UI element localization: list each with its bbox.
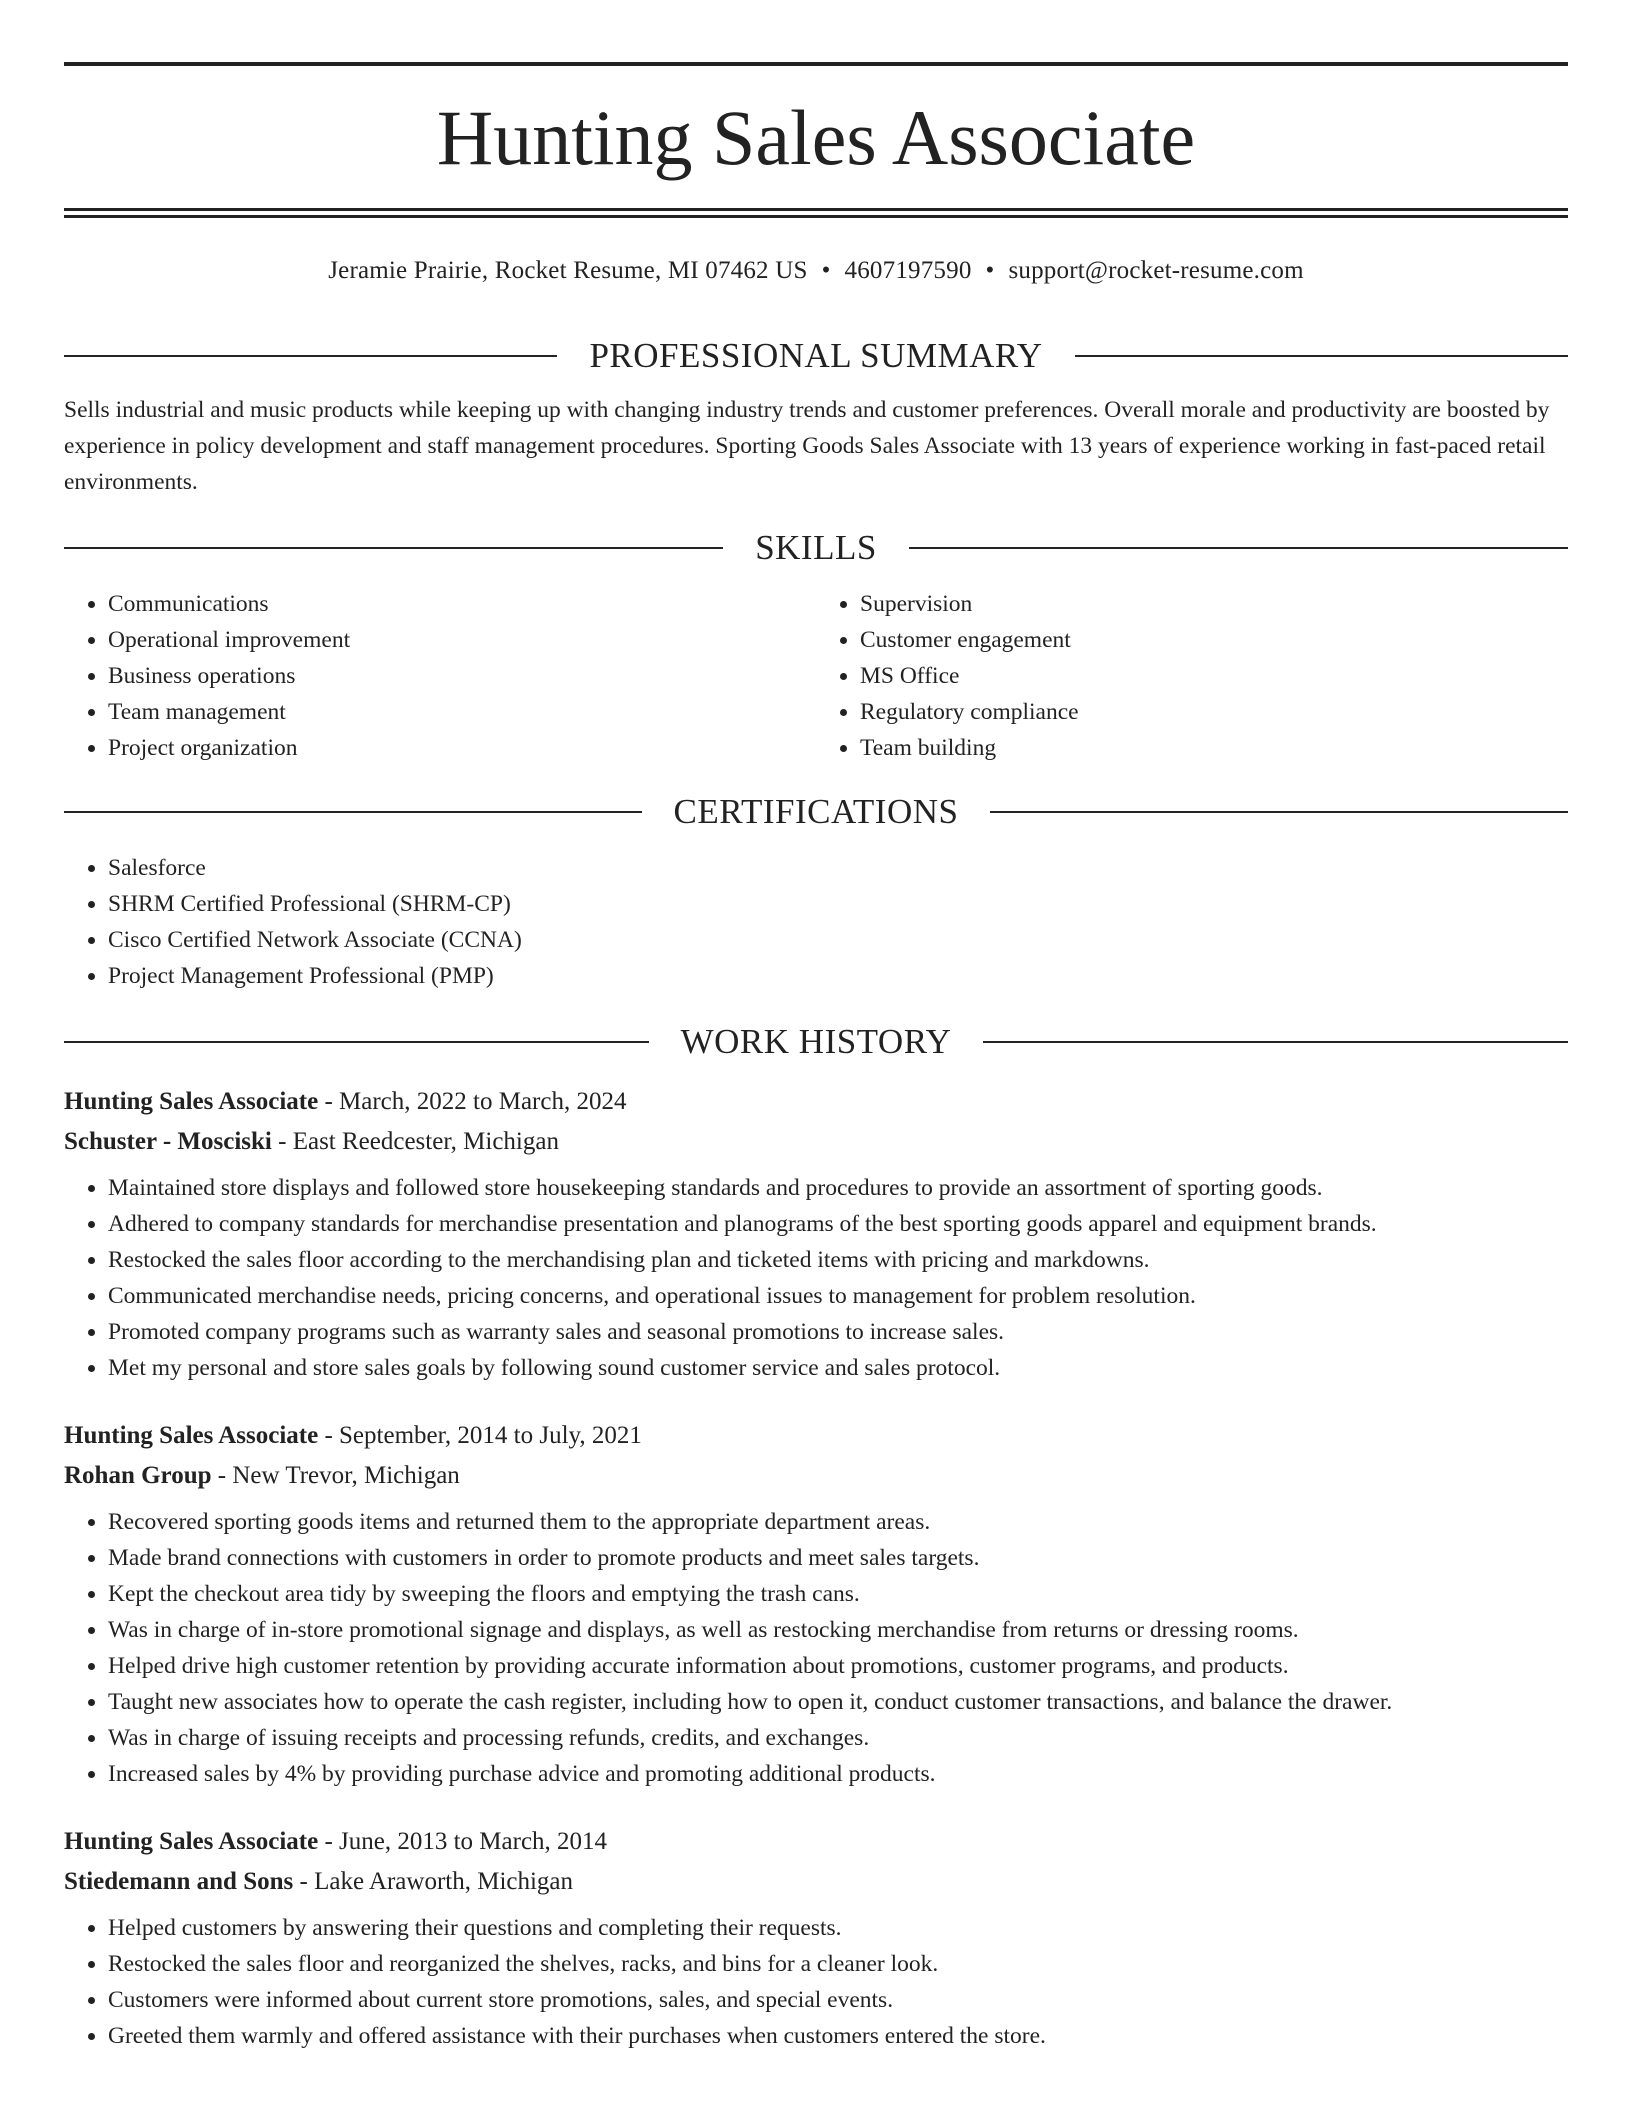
certifications-heading-text: CERTIFICATIONS bbox=[673, 792, 959, 831]
work-history-heading bbox=[64, 1016, 1568, 1068]
job-bullet: • Promoted company programs such as warranty sales and seasonal promotions to increase sales. bbox=[108, 1314, 1568, 1350]
job-bullets bbox=[64, 1504, 1568, 1792]
certification-item: • SHRM Certified Professional (SHRM-CP) bbox=[108, 886, 1568, 922]
contact-separator: • bbox=[985, 257, 995, 284]
job-bullet: • Kept the checkout area tidy by sweeping the floors and emptying the trash cans. bbox=[108, 1576, 1568, 1612]
contact-separator: • bbox=[821, 257, 831, 284]
job-title: Hunting Sales Associate bbox=[64, 1828, 319, 1855]
contact-line bbox=[64, 254, 1568, 288]
job-bullet: • Restocked the sales floor and reorganized the shelves, racks, and bins for a cleaner look. bbox=[108, 1946, 1568, 1982]
skill-item: • Communications bbox=[108, 586, 816, 622]
skill-item: • Customer engagement bbox=[860, 622, 1568, 658]
heading-rule bbox=[1075, 355, 1568, 357]
header-rule-second bbox=[64, 215, 1568, 218]
heading-rule bbox=[64, 355, 557, 357]
job-dates: - September, 2014 to July, 2021 bbox=[318, 1422, 642, 1449]
job-bullet: • Adhered to company standards for merchandise presentation and planograms of the best sporting goods apparel and equipment brands. bbox=[108, 1206, 1568, 1242]
job-bullets bbox=[64, 1910, 1568, 2054]
job-company-line bbox=[64, 1122, 1568, 1162]
job-company-line bbox=[64, 1862, 1568, 1902]
skills-heading-text: SKILLS bbox=[755, 528, 877, 567]
skill-item: • Team building bbox=[860, 730, 1568, 766]
job-company: Stiedemann and Sons bbox=[64, 1868, 294, 1895]
job-company-line bbox=[64, 1456, 1568, 1496]
job-dates: - March, 2022 to March, 2024 bbox=[318, 1088, 627, 1115]
header-rule bbox=[64, 208, 1568, 211]
top-rule bbox=[64, 62, 1568, 66]
job-title: Hunting Sales Associate bbox=[64, 1422, 319, 1449]
job-location: - New Trevor, Michigan bbox=[211, 1462, 460, 1489]
resume-content bbox=[64, 330, 1568, 2084]
heading-rule bbox=[64, 547, 723, 549]
job-bullet: • Maintained store displays and followed store housekeeping standards and procedures to provide an assortment of sporting goods. bbox=[108, 1170, 1568, 1206]
summary-heading bbox=[64, 330, 1568, 382]
job-bullet: • Greeted them warmly and offered assistance with their purchases when customers entered the store. bbox=[108, 2018, 1568, 2054]
job-bullet: • Was in charge of issuing receipts and processing refunds, credits, and exchanges. bbox=[108, 1720, 1568, 1756]
job-bullet: • Customers were informed about current store promotions, sales, and special events. bbox=[108, 1982, 1568, 2018]
job-bullet: • Helped customers by answering their questions and completing their requests. bbox=[108, 1910, 1568, 1946]
job-title-line bbox=[64, 1822, 1568, 1862]
heading-rule bbox=[909, 547, 1568, 549]
skills-heading bbox=[64, 522, 1568, 574]
skill-item: • Regulatory compliance bbox=[860, 694, 1568, 730]
job-company: Schuster - Mosciski bbox=[64, 1128, 272, 1155]
certifications-heading bbox=[64, 786, 1568, 838]
job-dates: - June, 2013 to March, 2014 bbox=[318, 1828, 608, 1855]
job-bullet: • Increased sales by 4% by providing purchase advice and promoting additional products. bbox=[108, 1756, 1568, 1792]
job-bullet: • Made brand connections with customers in order to promote products and meet sales targets. bbox=[108, 1540, 1568, 1576]
job-company: Rohan Group bbox=[64, 1462, 212, 1489]
job-entry bbox=[64, 1416, 1568, 1792]
job-title-line bbox=[64, 1416, 1568, 1456]
job-bullet: • Taught new associates how to operate the cash register, including how to open it, conduct customer transactions, and balance the drawer. bbox=[108, 1684, 1568, 1720]
job-title-line bbox=[64, 1082, 1568, 1122]
certification-item: • Salesforce bbox=[108, 850, 1568, 886]
certification-item: • Project Management Professional (PMP) bbox=[108, 958, 1568, 994]
skill-item: • MS Office bbox=[860, 658, 1568, 694]
summary-text: Sells industrial and music products while keeping up with changing industry trends and customer preferences. Overall morale and productivity are boosted by experience in policy development and staff management procedures. Sporting Goods Sales Associate with 13 years of experience working in fast-paced retail environments. bbox=[64, 397, 1550, 495]
skill-item: • Supervision bbox=[860, 586, 1568, 622]
job-location: - East Reedcester, Michigan bbox=[271, 1128, 559, 1155]
job-bullet: • Helped drive high customer retention by providing accurate information about promotions, customer programs, and products. bbox=[108, 1648, 1568, 1684]
contact-email: support@rocket-resume.com bbox=[1008, 257, 1304, 284]
job-bullet: • Recovered sporting goods items and returned them to the appropriate department areas. bbox=[108, 1504, 1568, 1540]
resume-name: Hunting Sales Associate bbox=[436, 94, 1196, 181]
contact-phone: 4607197590 bbox=[844, 257, 972, 284]
heading-rule bbox=[983, 1041, 1568, 1043]
job-bullet: • Met my personal and store sales goals by following sound customer service and sales protocol. bbox=[108, 1350, 1568, 1386]
job-bullets bbox=[64, 1170, 1568, 1386]
skills-column-right bbox=[816, 586, 1568, 766]
heading-rule bbox=[990, 811, 1568, 813]
skill-item: • Operational improvement bbox=[108, 622, 816, 658]
job-entry bbox=[64, 1082, 1568, 1386]
summary-heading-text: PROFESSIONAL SUMMARY bbox=[589, 336, 1043, 375]
job-title: Hunting Sales Associate bbox=[64, 1088, 319, 1115]
skill-item: • Project organization bbox=[108, 730, 816, 766]
work-history-heading-text: WORK HISTORY bbox=[680, 1022, 952, 1061]
job-bullet: • Communicated merchandise needs, pricing concerns, and operational issues to management for problem resolution. bbox=[108, 1278, 1568, 1314]
heading-rule bbox=[64, 1041, 649, 1043]
skills-list bbox=[64, 586, 1568, 766]
job-bullet: • Was in charge of in-store promotional signage and displays, as well as restocking merchandise from returns or dressing rooms. bbox=[108, 1612, 1568, 1648]
certification-item: • Cisco Certified Network Associate (CCNA) bbox=[108, 922, 1568, 958]
job-location: - Lake Araworth, Michigan bbox=[293, 1868, 574, 1895]
skill-item: • Business operations bbox=[108, 658, 816, 694]
skill-item: • Team management bbox=[108, 694, 816, 730]
job-entry bbox=[64, 1822, 1568, 2054]
skills-column-left bbox=[64, 586, 816, 766]
contact-address: Jeramie Prairie, Rocket Resume, MI 07462 US bbox=[328, 257, 808, 284]
heading-rule bbox=[64, 811, 642, 813]
certifications-list bbox=[64, 850, 1568, 994]
job-bullet: • Restocked the sales floor according to the merchandising plan and ticketed items with pricing and markdowns. bbox=[108, 1242, 1568, 1278]
